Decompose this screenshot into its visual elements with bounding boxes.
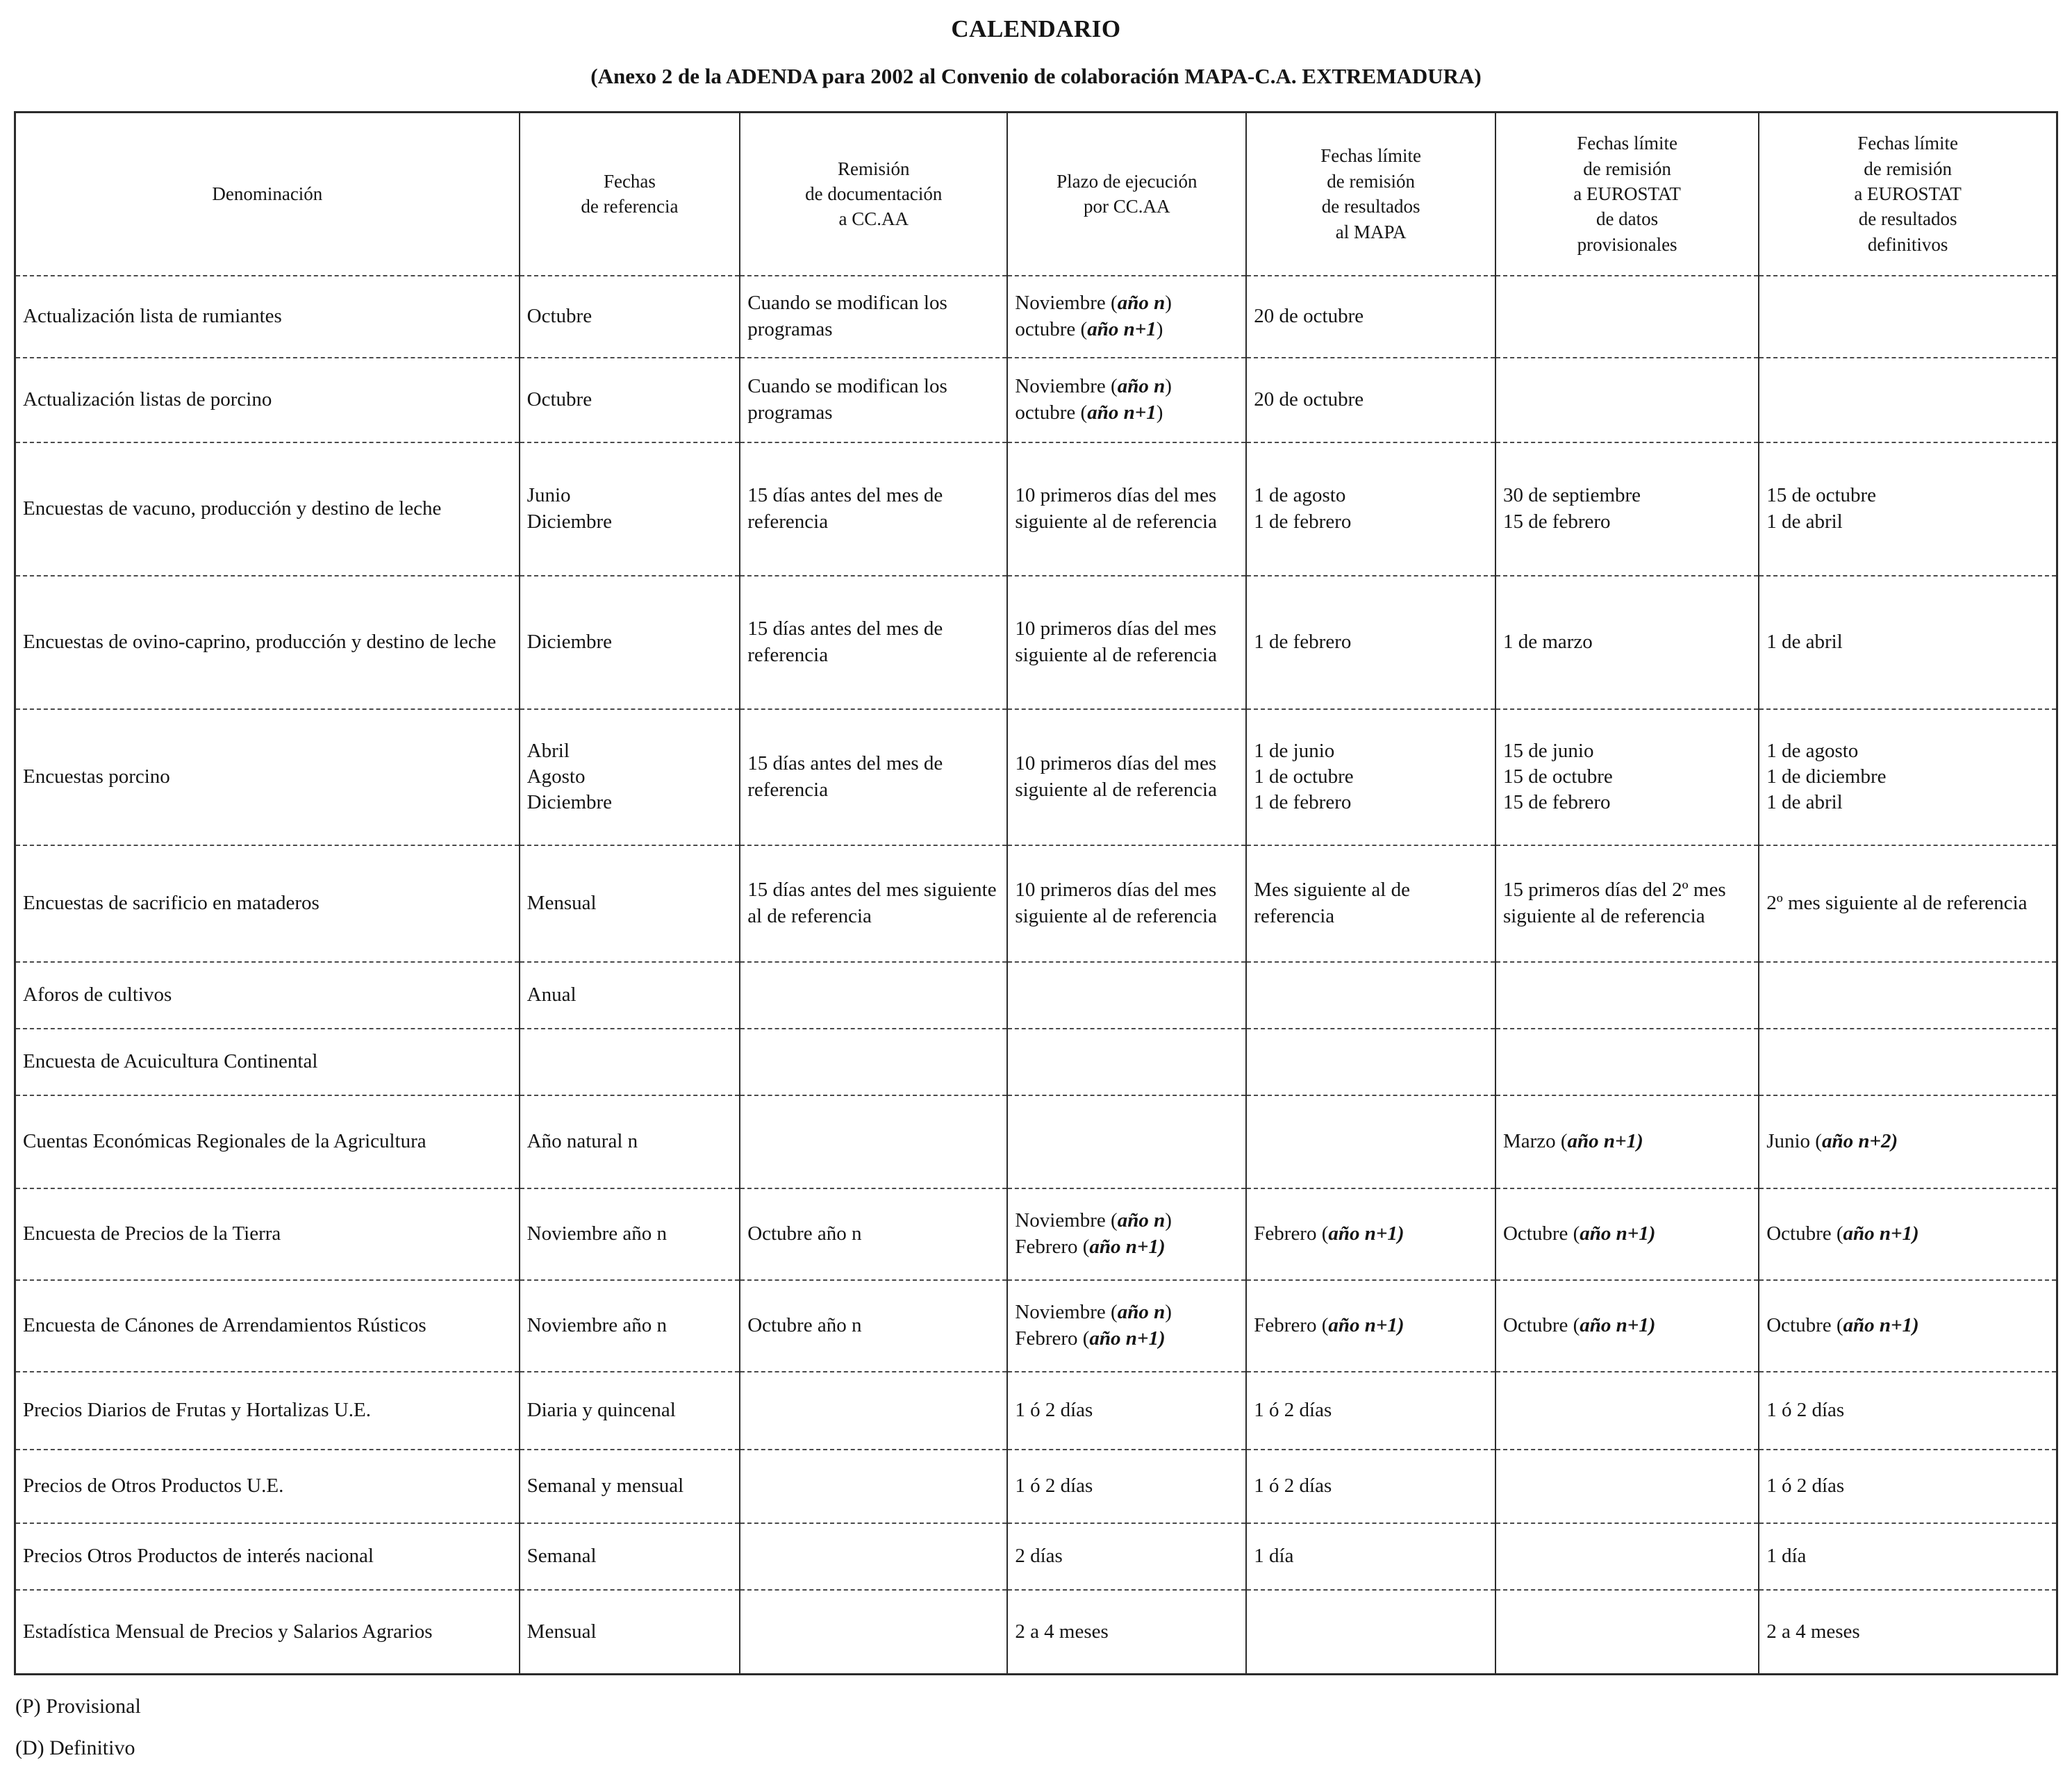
table-cell: Octubre año n	[740, 1280, 1007, 1372]
table-row	[15, 1280, 2057, 1372]
table-cell	[1495, 1450, 1759, 1523]
table-header-row	[15, 113, 2057, 276]
table-cell: Febrero (año n+1)	[1246, 1188, 1495, 1280]
table-cell: 20 de octubre	[1246, 276, 1495, 358]
table-row	[15, 1188, 2057, 1280]
table-row	[15, 1523, 2057, 1590]
column-header: Fechas límite de remisión de resultados al MAPA	[1246, 113, 1495, 276]
table-cell: 10 primeros días del mes siguiente al de referencia	[1007, 576, 1246, 709]
table-row	[15, 709, 2057, 845]
table-cell: Precios Otros Productos de interés nacional	[15, 1523, 520, 1590]
table-cell: Octubre (año n+1)	[1759, 1188, 2057, 1280]
footnote: (D) Definitivo	[15, 1736, 135, 1759]
table-cell: 15 días antes del mes siguiente al de referencia	[740, 845, 1007, 962]
table-row	[15, 576, 2057, 709]
table-cell: Aforos de cultivos	[15, 962, 520, 1029]
table-cell	[1495, 358, 1759, 442]
table-cell: 15 días antes del mes de referencia	[740, 442, 1007, 576]
table-row	[15, 442, 2057, 576]
table-cell: Mensual	[520, 845, 740, 962]
table-cell	[1007, 1095, 1246, 1188]
table-cell: Junio Diciembre	[520, 442, 740, 576]
table-cell: Encuesta de Cánones de Arrendamientos Rústicos	[15, 1280, 520, 1372]
table-cell: Precios de Otros Productos U.E.	[15, 1450, 520, 1523]
table-cell	[740, 1450, 1007, 1523]
table-cell: Encuestas de sacrificio en mataderos	[15, 845, 520, 962]
table-cell: Abril Agosto Diciembre	[520, 709, 740, 845]
table-cell: 10 primeros días del mes siguiente al de referencia	[1007, 845, 1246, 962]
column-header: Fechas de referencia	[520, 113, 740, 276]
table-cell	[1246, 1029, 1495, 1095]
table-cell: 1 de agosto 1 de diciembre 1 de abril	[1759, 709, 2057, 845]
table-cell: Febrero (año n+1)	[1246, 1280, 1495, 1372]
table-cell: Actualización lista de rumiantes	[15, 276, 520, 358]
table-cell: 15 días antes del mes de referencia	[740, 709, 1007, 845]
table-row	[15, 358, 2057, 442]
table-cell: 2 a 4 meses	[1759, 1590, 2057, 1675]
table-cell: Noviembre (año n) octubre (año n+1)	[1007, 358, 1246, 442]
table-cell: Noviembre (año n) Febrero (año n+1)	[1007, 1280, 1246, 1372]
table-cell	[1007, 962, 1246, 1029]
column-header: Remisión de documentación a CC.AA	[740, 113, 1007, 276]
table-cell: Año natural n	[520, 1095, 740, 1188]
table-cell	[1495, 1523, 1759, 1590]
table-cell: 1 día	[1759, 1523, 2057, 1590]
table-cell: Mensual	[520, 1590, 740, 1675]
table-cell: 1 de marzo	[1495, 576, 1759, 709]
table-cell	[1007, 1029, 1246, 1095]
table-row	[15, 1095, 2057, 1188]
table-cell: Noviembre (año n) octubre (año n+1)	[1007, 276, 1246, 358]
table-cell	[1495, 1029, 1759, 1095]
table-row	[15, 1450, 2057, 1523]
table-cell: Noviembre año n	[520, 1280, 740, 1372]
table-cell	[1246, 962, 1495, 1029]
table-cell	[1495, 962, 1759, 1029]
table-cell	[1759, 276, 2057, 358]
document-subtitle: (Anexo 2 de la ADENDA para 2002 al Convenio de colaboración MAPA-C.A. EXTREMADURA)	[590, 64, 1482, 88]
table-cell: 1 ó 2 días	[1246, 1372, 1495, 1450]
table-cell: Noviembre año n	[520, 1188, 740, 1280]
table-cell: Junio (año n+2)	[1759, 1095, 2057, 1188]
table-cell: 1 de abril	[1759, 576, 2057, 709]
table-cell: 1 ó 2 días	[1246, 1450, 1495, 1523]
table-row	[15, 1372, 2057, 1450]
table-cell	[1246, 1590, 1495, 1675]
table-cell	[520, 1029, 740, 1095]
table-cell: Mes siguiente al de referencia	[1246, 845, 1495, 962]
footnotes	[14, 1695, 2058, 1760]
table-cell: Encuesta de Precios de la Tierra	[15, 1188, 520, 1280]
table-cell	[740, 962, 1007, 1029]
table-row	[15, 845, 2057, 962]
column-header: Denominación	[15, 113, 520, 276]
table-cell: 2º mes siguiente al de referencia	[1759, 845, 2057, 962]
table-cell: 2 días	[1007, 1523, 1246, 1590]
table-cell: 2 a 4 meses	[1007, 1590, 1246, 1675]
table-row	[15, 1029, 2057, 1095]
table-cell	[740, 1372, 1007, 1450]
table-cell: 1 de febrero	[1246, 576, 1495, 709]
footnote: (P) Provisional	[15, 1695, 141, 1718]
table-cell	[1759, 358, 2057, 442]
column-header: Fechas límite de remisión a EUROSTAT de datos provisionales	[1495, 113, 1759, 276]
table-cell	[740, 1590, 1007, 1675]
table-cell: Octubre	[520, 276, 740, 358]
table-row	[15, 1590, 2057, 1675]
table-row	[15, 962, 2057, 1029]
table-cell: 1 ó 2 días	[1759, 1450, 2057, 1523]
table-cell: 15 de octubre 1 de abril	[1759, 442, 2057, 576]
table-body	[15, 276, 2057, 1675]
table-cell	[740, 1029, 1007, 1095]
table-cell: Encuestas porcino	[15, 709, 520, 845]
column-header: Plazo de ejecución por CC.AA	[1007, 113, 1246, 276]
table-cell: 30 de septiembre 15 de febrero	[1495, 442, 1759, 576]
table-cell: Encuestas de vacuno, producción y destino de leche	[15, 442, 520, 576]
table-cell: Actualización listas de porcino	[15, 358, 520, 442]
column-header: Fechas límite de remisión a EUROSTAT de resultados definitivos	[1759, 113, 2057, 276]
table-cell: Noviembre (año n) Febrero (año n+1)	[1007, 1188, 1246, 1280]
table-cell: Precios Diarios de Frutas y Hortalizas U.E.	[15, 1372, 520, 1450]
table-cell: Diciembre	[520, 576, 740, 709]
table-cell: Encuesta de Acuicultura Continental	[15, 1029, 520, 1095]
table-cell: Anual	[520, 962, 740, 1029]
table-cell: 1 ó 2 días	[1759, 1372, 2057, 1450]
table-cell: Octubre (año n+1)	[1759, 1280, 2057, 1372]
table-cell	[740, 1523, 1007, 1590]
table-cell	[740, 1095, 1007, 1188]
table-cell: Marzo (año n+1)	[1495, 1095, 1759, 1188]
table-cell: Octubre (año n+1)	[1495, 1188, 1759, 1280]
table-cell	[1759, 1029, 2057, 1095]
table-cell: Cuando se modifican los programas	[740, 358, 1007, 442]
table-cell: Encuestas de ovino-caprino, producción y destino de leche	[15, 576, 520, 709]
table-cell: Cuando se modifican los programas	[740, 276, 1007, 358]
table-cell	[1495, 1372, 1759, 1450]
table-cell: 15 de junio 15 de octubre 15 de febrero	[1495, 709, 1759, 845]
table-cell: 10 primeros días del mes siguiente al de referencia	[1007, 442, 1246, 576]
table-cell: 1 día	[1246, 1523, 1495, 1590]
table-cell: Octubre	[520, 358, 740, 442]
table-cell: 10 primeros días del mes siguiente al de referencia	[1007, 709, 1246, 845]
table-cell: Semanal	[520, 1523, 740, 1590]
table-cell	[1495, 1590, 1759, 1675]
table-cell: Octubre (año n+1)	[1495, 1280, 1759, 1372]
table-cell	[1246, 1095, 1495, 1188]
table-cell	[1495, 276, 1759, 358]
table-cell: 15 días antes del mes de referencia	[740, 576, 1007, 709]
table-cell: Octubre año n	[740, 1188, 1007, 1280]
calendar-table	[14, 111, 2058, 1675]
table-cell: Estadística Mensual de Precios y Salarios Agrarios	[15, 1590, 520, 1675]
table-cell: 1 ó 2 días	[1007, 1372, 1246, 1450]
table-cell	[1759, 962, 2057, 1029]
table-cell: 15 primeros días del 2º mes siguiente al de referencia	[1495, 845, 1759, 962]
table-cell: Cuentas Económicas Regionales de la Agricultura	[15, 1095, 520, 1188]
document-title: CALENDARIO	[951, 15, 1121, 42]
table-cell: 1 de junio 1 de octubre 1 de febrero	[1246, 709, 1495, 845]
table-row	[15, 276, 2057, 358]
table-cell: Semanal y mensual	[520, 1450, 740, 1523]
table-cell: 1 ó 2 días	[1007, 1450, 1246, 1523]
table-cell: 1 de agosto 1 de febrero	[1246, 442, 1495, 576]
table-cell: 20 de octubre	[1246, 358, 1495, 442]
table-cell: Diaria y quincenal	[520, 1372, 740, 1450]
